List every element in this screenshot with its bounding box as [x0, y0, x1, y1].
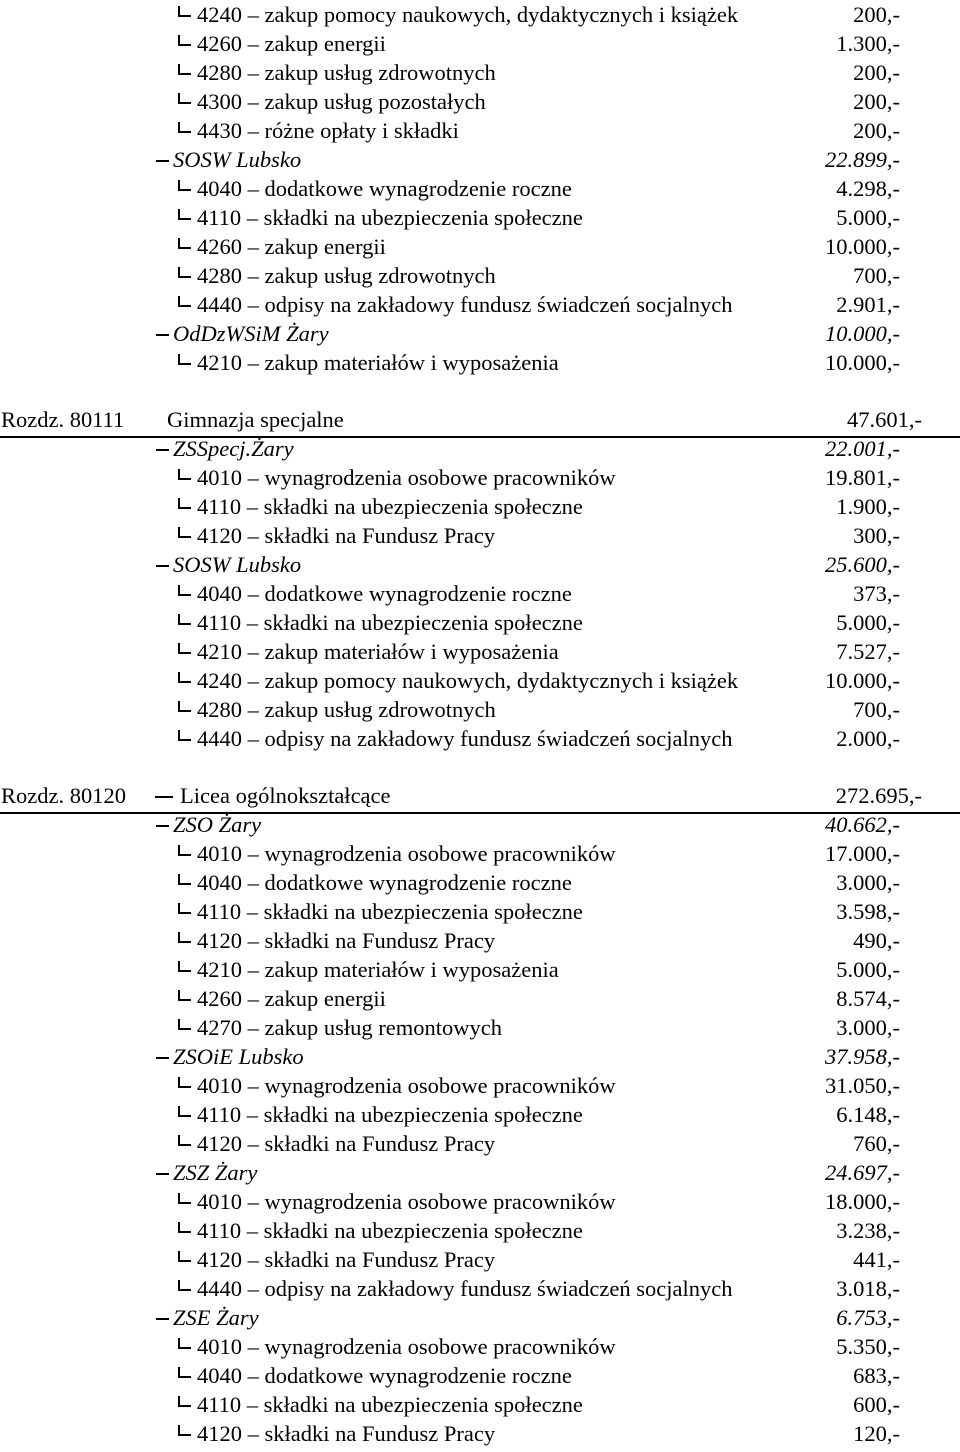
- item-bracket-dash: [178, 1260, 191, 1262]
- item-amount: 1.300,-: [836, 31, 900, 56]
- item-amount: 5.000,-: [836, 957, 900, 982]
- budget-item-row: [0, 290, 960, 319]
- item-amount: 17.000,-: [825, 841, 900, 866]
- item-description: 4110 – składki na ubezpieczenia społeczne: [197, 610, 583, 635]
- unit-name: ZSZ Żary: [173, 1160, 258, 1185]
- item-bracket-dash: [178, 1376, 191, 1378]
- item-bracket-dash: [178, 594, 191, 596]
- item-description: 4040 – dodatkowe wynagrodzenie roczne: [197, 581, 572, 606]
- item-amount: 5.000,-: [836, 205, 900, 230]
- budget-item-row: [0, 1216, 960, 1245]
- item-amount: 120,-: [853, 1421, 900, 1446]
- item-description: 4110 – składki na ubezpieczenia społeczne: [197, 1218, 583, 1243]
- item-amount: 2.000,-: [836, 726, 900, 751]
- item-amount: 10.000,-: [825, 234, 900, 259]
- budget-item-row: [0, 984, 960, 1013]
- item-bracket-dash: [178, 478, 191, 480]
- unit-row: [0, 1158, 960, 1187]
- item-amount: 3.018,-: [836, 1276, 900, 1301]
- item-amount: 10.000,-: [825, 668, 900, 693]
- item-bracket-dash: [178, 131, 191, 133]
- budget-item-row: [0, 1100, 960, 1129]
- budget-item-row: [0, 1332, 960, 1361]
- item-amount: 760,-: [853, 1131, 900, 1156]
- budget-item-row: [0, 1013, 960, 1042]
- item-amount: 200,-: [853, 89, 900, 114]
- item-description: 4300 – zakup usług pozostałych: [197, 89, 486, 114]
- budget-item-row: [0, 521, 960, 550]
- chapter-number: Rozdz. 80111: [1, 407, 125, 432]
- budget-item-row: [0, 87, 960, 116]
- item-description: 4010 – wynagrodzenia osobowe pracowników: [197, 1334, 616, 1359]
- item-amount: 441,-: [853, 1247, 900, 1272]
- budget-item-row: [0, 174, 960, 203]
- budget-item-row: [0, 1390, 960, 1419]
- item-bracket-dash: [178, 363, 191, 365]
- item-description: 4110 – składki na ubezpieczenia społeczne: [197, 205, 583, 230]
- item-amount: 19.801,-: [825, 465, 900, 490]
- item-bracket-dash: [178, 941, 191, 943]
- item-description: 4240 – zakup pomocy naukowych, dydaktycznych i książek: [197, 2, 739, 27]
- item-description: 4010 – wynagrodzenia osobowe pracowników: [197, 841, 616, 866]
- item-amount: 3.598,-: [836, 899, 900, 924]
- unit-dash: [156, 1057, 169, 1059]
- item-description: 4210 – zakup materiałów i wyposażenia: [197, 957, 559, 982]
- budget-item-row: [0, 463, 960, 492]
- item-bracket-dash: [178, 970, 191, 972]
- item-bracket-dash: [178, 1144, 191, 1146]
- item-bracket-dash: [178, 536, 191, 538]
- item-description: 4430 – różne opłaty i składki: [197, 118, 459, 143]
- unit-amount: 22.899,-: [825, 147, 900, 172]
- item-amount: 3.000,-: [836, 1015, 900, 1040]
- item-bracket-dash: [178, 883, 191, 885]
- item-amount: 683,-: [853, 1363, 900, 1388]
- budget-item-row: [0, 116, 960, 145]
- chapter-heading: [0, 781, 960, 810]
- item-amount: 200,-: [853, 2, 900, 27]
- item-description: 4210 – zakup materiałów i wyposażenia: [197, 639, 559, 664]
- budget-item-row: [0, 695, 960, 724]
- item-amount: 3.238,-: [836, 1218, 900, 1243]
- item-description: 4010 – wynagrodzenia osobowe pracowników: [197, 1189, 616, 1214]
- item-bracket-dash: [178, 652, 191, 654]
- unit-name: ZSE Żary: [173, 1305, 259, 1330]
- item-bracket-dash: [178, 276, 191, 278]
- item-amount: 300,-: [853, 523, 900, 548]
- budget-item-row: [0, 261, 960, 290]
- chapter-title: Licea ogólnokształcące: [180, 783, 391, 808]
- unit-amount: 37.958,-: [825, 1044, 900, 1069]
- unit-dash: [156, 825, 169, 827]
- budget-item-row: [0, 666, 960, 695]
- item-description: 4440 – odpisy na zakładowy fundusz świadczeń socjalnych: [197, 1276, 733, 1301]
- budget-item-row: [0, 1274, 960, 1303]
- chapter-amount: 272.695,-: [835, 783, 922, 808]
- item-amount: 5.350,-: [836, 1334, 900, 1359]
- item-bracket-dash: [178, 1115, 191, 1117]
- item-description: 4040 – dodatkowe wynagrodzenie roczne: [197, 870, 572, 895]
- item-bracket-dash: [178, 1347, 191, 1349]
- item-description: 4120 – składki na Fundusz Pracy: [197, 523, 496, 548]
- item-bracket-dash: [178, 189, 191, 191]
- item-description: 4260 – zakup energii: [197, 986, 386, 1011]
- budget-item-row: [0, 1129, 960, 1158]
- unit-amount: 6.753,-: [836, 1305, 900, 1330]
- item-amount: 10.000,-: [825, 350, 900, 375]
- item-description: 4110 – składki na ubezpieczenia społeczne: [197, 1392, 583, 1417]
- item-bracket-dash: [178, 507, 191, 509]
- item-amount: 700,-: [853, 697, 900, 722]
- heading-dash: [155, 796, 173, 798]
- item-bracket-dash: [178, 1202, 191, 1204]
- item-amount: 3.000,-: [836, 870, 900, 895]
- unit-amount: 24.697,-: [825, 1160, 900, 1185]
- item-description: 4040 – dodatkowe wynagrodzenie roczne: [197, 176, 572, 201]
- item-description: 4260 – zakup energii: [197, 31, 386, 56]
- item-description: 4260 – zakup energii: [197, 234, 386, 259]
- unit-amount: 40.662,-: [825, 812, 900, 837]
- budget-item-row: [0, 1187, 960, 1216]
- item-description: 4280 – zakup usług zdrowotnych: [197, 697, 496, 722]
- item-description: 4120 – składki na Fundusz Pracy: [197, 1421, 496, 1446]
- unit-row: [0, 1042, 960, 1071]
- budget-item-row: [0, 1245, 960, 1274]
- unit-amount: 25.600,-: [825, 552, 900, 577]
- item-description: 4110 – składki na ubezpieczenia społeczne: [197, 899, 583, 924]
- item-bracket-dash: [178, 1086, 191, 1088]
- item-amount: 1.900,-: [836, 494, 900, 519]
- chapter-title: Gimnazja specjalne: [167, 407, 344, 432]
- budget-item-row: [0, 232, 960, 261]
- item-amount: 8.574,-: [836, 986, 900, 1011]
- budget-item-row: [0, 203, 960, 232]
- item-description: 4440 – odpisy na zakładowy fundusz świadczeń socjalnych: [197, 292, 733, 317]
- budget-item-row: [0, 955, 960, 984]
- item-bracket-dash: [178, 1231, 191, 1233]
- item-description: 4270 – zakup usług remontowych: [197, 1015, 502, 1040]
- item-bracket-dash: [178, 73, 191, 75]
- unit-row: [0, 434, 960, 463]
- unit-dash: [156, 334, 169, 336]
- item-bracket-dash: [178, 739, 191, 741]
- item-description: 4210 – zakup materiałów i wyposażenia: [197, 350, 559, 375]
- item-bracket-dash: [178, 999, 191, 1001]
- item-description: 4440 – odpisy na zakładowy fundusz świadczeń socjalnych: [197, 726, 733, 751]
- budget-item-row: [0, 1071, 960, 1100]
- item-description: 4120 – składki na Fundusz Pracy: [197, 1131, 496, 1156]
- item-description: 4110 – składki na ubezpieczenia społeczne: [197, 494, 583, 519]
- budget-item-row: [0, 492, 960, 521]
- budget-item-row: [0, 1361, 960, 1390]
- unit-name: ZSOiE Lubsko: [173, 1044, 304, 1069]
- item-bracket-dash: [178, 102, 191, 104]
- chapter-amount: 47.601,-: [847, 407, 922, 432]
- unit-dash: [156, 1173, 169, 1175]
- item-description: 4010 – wynagrodzenia osobowe pracowników: [197, 465, 616, 490]
- item-amount: 200,-: [853, 60, 900, 85]
- item-bracket-dash: [178, 1289, 191, 1291]
- budget-item-row: [0, 348, 960, 377]
- item-description: 4120 – składki na Fundusz Pracy: [197, 1247, 496, 1272]
- item-bracket-dash: [178, 44, 191, 46]
- item-description: 4120 – składki na Fundusz Pracy: [197, 928, 496, 953]
- budget-item-row: [0, 608, 960, 637]
- unit-name: OdDzWSiM Żary: [173, 321, 329, 346]
- unit-name: SOSW Lubsko: [173, 552, 302, 577]
- item-amount: 18.000,-: [825, 1189, 900, 1214]
- item-description: 4240 – zakup pomocy naukowych, dydaktycznych i książek: [197, 668, 739, 693]
- item-bracket-dash: [178, 1405, 191, 1407]
- item-bracket-dash: [178, 1434, 191, 1436]
- unit-row: [0, 319, 960, 348]
- item-bracket-dash: [178, 681, 191, 683]
- item-amount: 700,-: [853, 263, 900, 288]
- unit-row: [0, 1303, 960, 1332]
- chapter-number: Rozdz. 80120: [1, 783, 126, 808]
- item-description: 4280 – zakup usług zdrowotnych: [197, 263, 496, 288]
- item-amount: 4.298,-: [836, 176, 900, 201]
- budget-item-row: [0, 579, 960, 608]
- unit-row: [0, 810, 960, 839]
- item-amount: 5.000,-: [836, 610, 900, 635]
- item-bracket-dash: [178, 623, 191, 625]
- unit-dash: [156, 160, 169, 162]
- item-bracket-dash: [178, 710, 191, 712]
- item-bracket-dash: [178, 1028, 191, 1030]
- budget-item-row: [0, 724, 960, 753]
- item-description: 4040 – dodatkowe wynagrodzenie roczne: [197, 1363, 572, 1388]
- item-bracket-dash: [178, 15, 191, 17]
- item-amount: 490,-: [853, 928, 900, 953]
- item-bracket-dash: [178, 912, 191, 914]
- item-description: 4110 – składki na ubezpieczenia społeczne: [197, 1102, 583, 1127]
- budget-item-row: [0, 58, 960, 87]
- item-description: 4280 – zakup usług zdrowotnych: [197, 60, 496, 85]
- unit-row: [0, 145, 960, 174]
- unit-dash: [156, 565, 169, 567]
- item-amount: 200,-: [853, 118, 900, 143]
- unit-dash: [156, 1318, 169, 1320]
- item-amount: 31.050,-: [825, 1073, 900, 1098]
- budget-item-row: [0, 29, 960, 58]
- item-bracket-dash: [178, 854, 191, 856]
- unit-amount: 10.000,-: [825, 321, 900, 346]
- item-bracket-dash: [178, 305, 191, 307]
- budget-item-row: [0, 0, 960, 29]
- item-amount: 600,-: [853, 1392, 900, 1417]
- unit-row: [0, 550, 960, 579]
- item-bracket-dash: [178, 218, 191, 220]
- chapter-heading: [0, 405, 960, 434]
- budget-item-row: [0, 1419, 960, 1448]
- item-amount: 2.901,-: [836, 292, 900, 317]
- item-amount: 373,-: [853, 581, 900, 606]
- item-bracket-dash: [178, 247, 191, 249]
- unit-amount: 22.001,-: [825, 436, 900, 461]
- budget-item-row: [0, 868, 960, 897]
- budget-item-row: [0, 897, 960, 926]
- unit-name: ZSO Żary: [173, 812, 262, 837]
- budget-item-row: [0, 637, 960, 666]
- unit-name: ZSSpecj.Żary: [173, 436, 294, 461]
- item-amount: 6.148,-: [836, 1102, 900, 1127]
- item-description: 4010 – wynagrodzenia osobowe pracowników: [197, 1073, 616, 1098]
- budget-item-row: [0, 839, 960, 868]
- item-amount: 7.527,-: [836, 639, 900, 664]
- unit-name: SOSW Lubsko: [173, 147, 302, 172]
- unit-dash: [156, 449, 169, 451]
- budget-item-row: [0, 926, 960, 955]
